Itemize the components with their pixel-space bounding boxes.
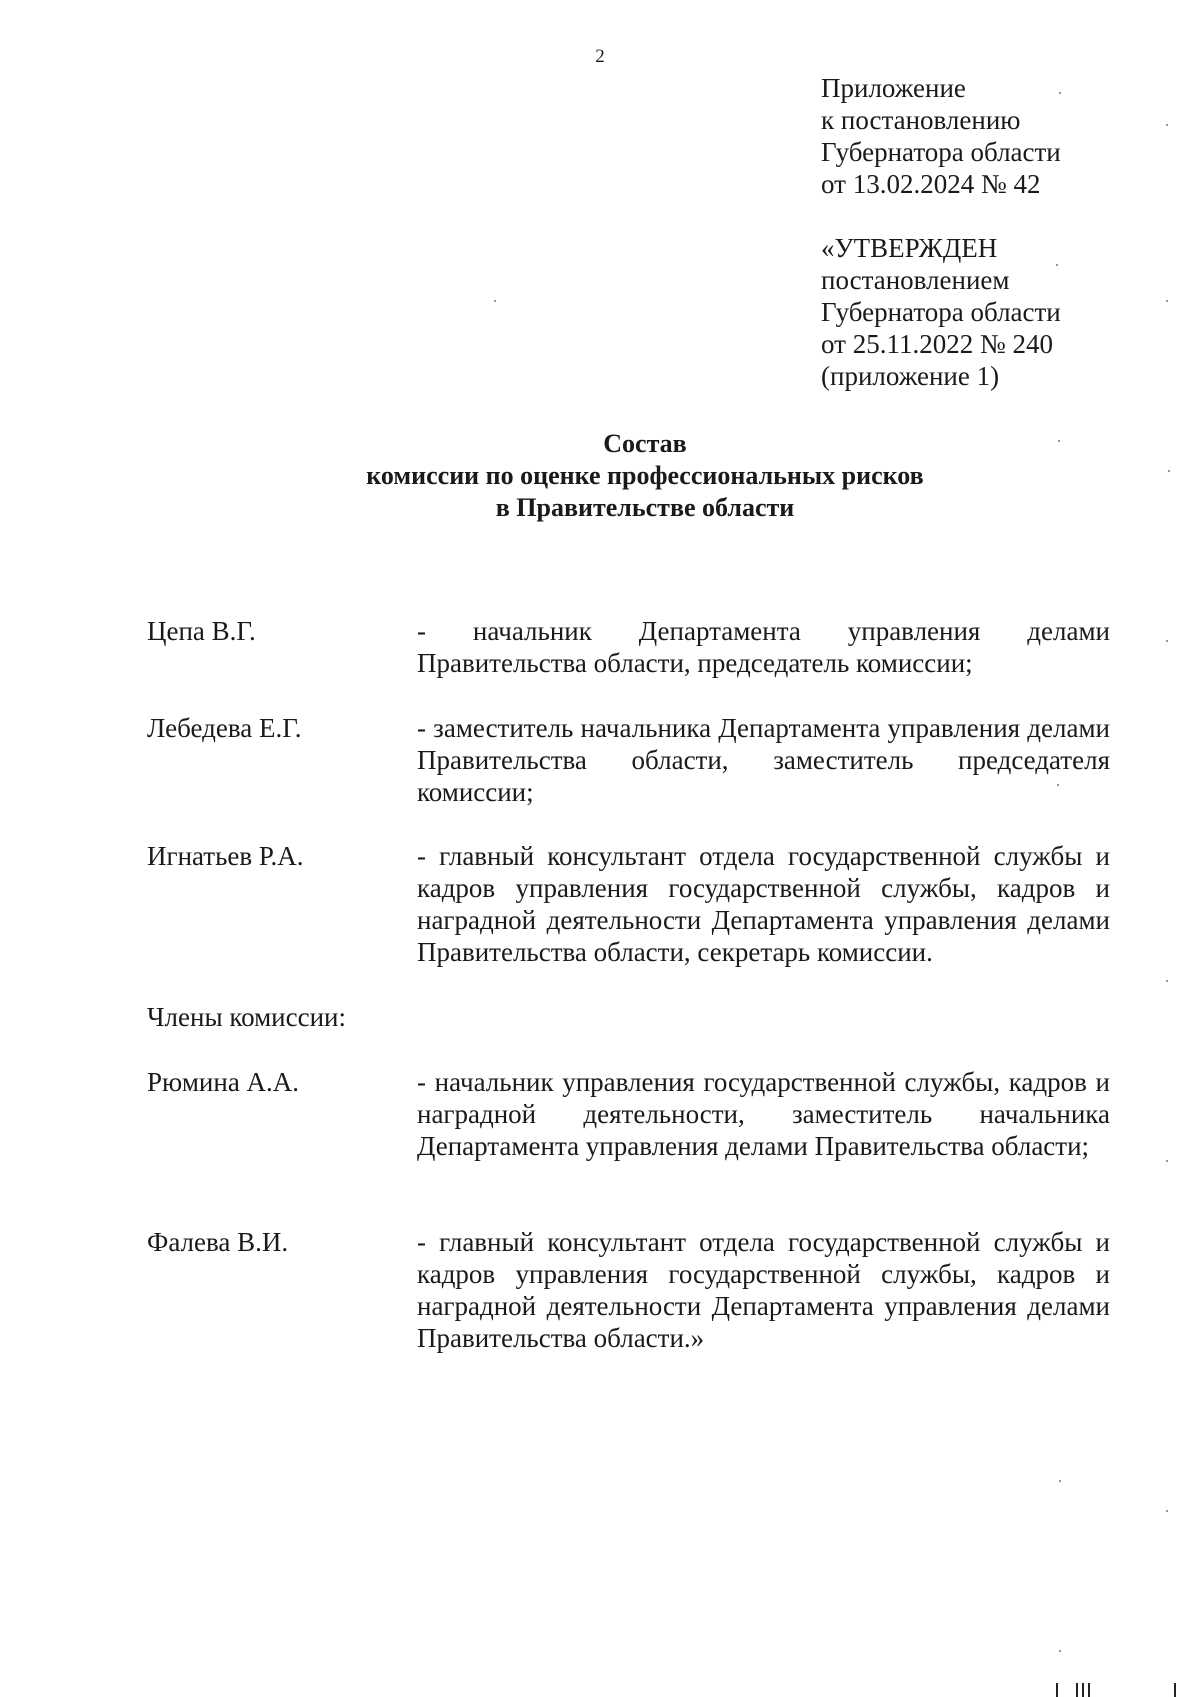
member-role: - главный консультант отдела государственной службы и кадров управления государственной службы, кадров и наградной деятельности Департамента управления делами Правительства области.» (417, 1227, 1110, 1353)
member-role: - главный консультант отдела государственной службы и кадров управления государственной службы, кадров и наградной деятельности Департамента управления делами Правительства области, секретарь комиссии. (417, 841, 1110, 967)
member-name: Рюмина А.А. (147, 1067, 300, 1097)
member-role: - заместитель начальника Департамента управления делами Правительства области, заместитель председателя комиссии; (417, 713, 1110, 807)
approval-line: постановлением (821, 265, 1010, 295)
title-line: комиссии по оценке профессиональных рисков (366, 461, 924, 490)
approval-line: (приложение 1) (821, 361, 1000, 391)
document-title (0, 428, 1200, 524)
members-heading: Члены комиссии: (147, 1002, 346, 1032)
appendix-line: Губернатора области (821, 137, 1061, 167)
appendix-line: к постановлению (821, 105, 1021, 135)
approval-line: «УТВЕРЖДЕН (821, 233, 998, 263)
title-line: Состав (603, 429, 687, 458)
appendix-line: Приложение (821, 73, 966, 103)
member-name: Фалева В.И. (147, 1227, 289, 1257)
title-line: в Правительстве области (495, 493, 795, 522)
page-number: 2 (595, 46, 605, 67)
member-name: Игнатьев Р.А. (147, 841, 304, 871)
member-name: Лебедева Е.Г. (147, 713, 302, 743)
approval-reference (821, 232, 1061, 392)
approval-line: от 25.11.2022 № 240 (821, 329, 1053, 359)
approval-line: Губернатора области (821, 297, 1061, 327)
member-role: - начальник Департамента управления делами Правительства области, председатель комиссии; (417, 616, 1110, 678)
appendix-reference (821, 72, 1061, 200)
appendix-line: от 13.02.2024 № 42 (821, 169, 1041, 199)
member-role: - начальник управления государственной службы, кадров и наградной деятельности, заместитель начальника Департамента управления делами Правительства области; (417, 1067, 1110, 1161)
member-name: Цепа В.Г. (147, 616, 256, 646)
